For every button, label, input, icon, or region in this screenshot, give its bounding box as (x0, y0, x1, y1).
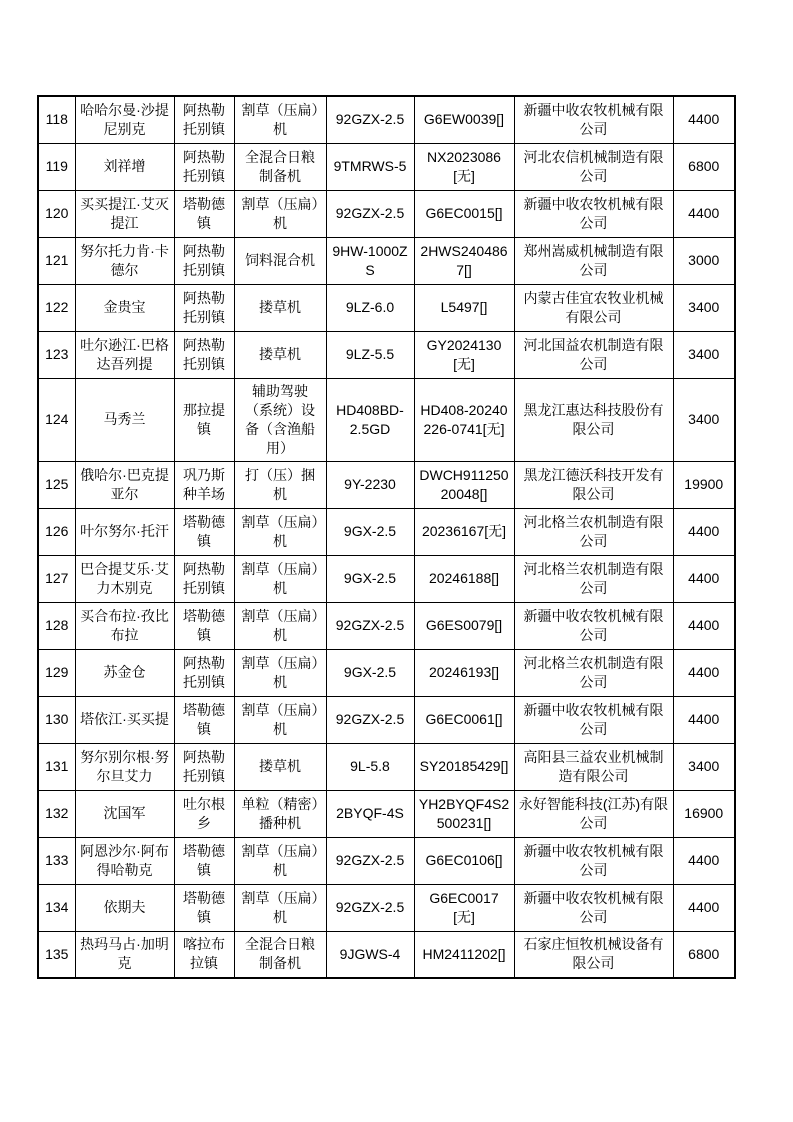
cell-machine-type: 搂草机 (234, 743, 326, 790)
cell-serial: 20246193[] (414, 649, 514, 696)
table-row (38, 237, 735, 284)
cell-name: 叶尔努尔·托汗 (75, 508, 174, 555)
cell-seq: 125 (38, 461, 75, 508)
cell-amount: 4400 (673, 190, 735, 237)
cell-amount: 4400 (673, 508, 735, 555)
cell-serial: YH2BYQF4S2500231[] (414, 790, 514, 837)
cell-town: 塔勒德镇 (174, 508, 234, 555)
table-row (38, 696, 735, 743)
cell-town: 塔勒德镇 (174, 696, 234, 743)
cell-model: 9Y-2230 (326, 461, 414, 508)
cell-serial: 2HWS2404867[] (414, 237, 514, 284)
cell-name: 金贵宝 (75, 284, 174, 331)
cell-model: 9HW-1000ZS (326, 237, 414, 284)
cell-manufacturer: 黑龙江德沃科技开发有限公司 (514, 461, 673, 508)
cell-serial: GY2024130[无] (414, 331, 514, 378)
cell-model: 9GX-2.5 (326, 508, 414, 555)
cell-name: 刘祥增 (75, 143, 174, 190)
table-row (38, 378, 735, 461)
cell-model: 92GZX-2.5 (326, 837, 414, 884)
cell-name: 依期夫 (75, 884, 174, 931)
cell-machine-type: 割草（压扁）机 (234, 508, 326, 555)
cell-amount: 4400 (673, 602, 735, 649)
cell-serial: NX2023086[无] (414, 143, 514, 190)
cell-serial: HD408-20240226-0741[无] (414, 378, 514, 461)
cell-town: 阿热勒托别镇 (174, 237, 234, 284)
cell-machine-type: 搂草机 (234, 284, 326, 331)
cell-serial: SY20185429[] (414, 743, 514, 790)
cell-model: HD408BD-2.5GD (326, 378, 414, 461)
cell-model: 92GZX-2.5 (326, 602, 414, 649)
cell-machine-type: 打（压）捆机 (234, 461, 326, 508)
cell-serial: G6EC0061[] (414, 696, 514, 743)
cell-machine-type: 饲料混合机 (234, 237, 326, 284)
cell-town: 那拉提镇 (174, 378, 234, 461)
cell-machine-type: 辅助驾驶（系统）设备（含渔船用） (234, 378, 326, 461)
cell-machine-type: 割草（压扁）机 (234, 602, 326, 649)
cell-name: 俄哈尔·巴克提亚尔 (75, 461, 174, 508)
cell-amount: 3400 (673, 378, 735, 461)
cell-town: 塔勒德镇 (174, 602, 234, 649)
cell-town: 喀拉布拉镇 (174, 931, 234, 978)
cell-manufacturer: 内蒙古佳宜农牧业机械有限公司 (514, 284, 673, 331)
cell-seq: 132 (38, 790, 75, 837)
cell-name: 苏金仓 (75, 649, 174, 696)
cell-serial: G6EC0106[] (414, 837, 514, 884)
table-row (38, 649, 735, 696)
cell-manufacturer: 河北格兰农机制造有限公司 (514, 555, 673, 602)
cell-manufacturer: 河北格兰农机制造有限公司 (514, 508, 673, 555)
cell-manufacturer: 新疆中收农牧机械有限公司 (514, 190, 673, 237)
cell-manufacturer: 河北国益农机制造有限公司 (514, 331, 673, 378)
table-row (38, 837, 735, 884)
cell-name: 热玛马占·加明克 (75, 931, 174, 978)
cell-model: 9GX-2.5 (326, 649, 414, 696)
cell-amount: 3400 (673, 331, 735, 378)
cell-machine-type: 割草（压扁）机 (234, 96, 326, 143)
cell-seq: 121 (38, 237, 75, 284)
cell-seq: 122 (38, 284, 75, 331)
cell-machine-type: 割草（压扁）机 (234, 555, 326, 602)
cell-machine-type: 割草（压扁）机 (234, 837, 326, 884)
cell-serial: DWCH91125020048[] (414, 461, 514, 508)
cell-model: 2BYQF-4S (326, 790, 414, 837)
cell-town: 阿热勒托别镇 (174, 284, 234, 331)
cell-amount: 4400 (673, 555, 735, 602)
cell-amount: 4400 (673, 884, 735, 931)
cell-model: 92GZX-2.5 (326, 696, 414, 743)
cell-amount: 6800 (673, 931, 735, 978)
cell-name: 马秀兰 (75, 378, 174, 461)
cell-name: 努尔托力肯·卡德尔 (75, 237, 174, 284)
cell-seq: 126 (38, 508, 75, 555)
cell-seq: 130 (38, 696, 75, 743)
cell-name: 沈国军 (75, 790, 174, 837)
cell-machine-type: 单粒（精密）播种机 (234, 790, 326, 837)
cell-name: 买合布拉·孜比布拉 (75, 602, 174, 649)
cell-name: 吐尔逊江·巴格达吾列提 (75, 331, 174, 378)
cell-town: 巩乃斯种羊场 (174, 461, 234, 508)
cell-machine-type: 割草（压扁）机 (234, 190, 326, 237)
table-row (38, 790, 735, 837)
cell-seq: 118 (38, 96, 75, 143)
cell-amount: 4400 (673, 96, 735, 143)
cell-seq: 133 (38, 837, 75, 884)
cell-town: 阿热勒托别镇 (174, 143, 234, 190)
cell-amount: 4400 (673, 837, 735, 884)
cell-seq: 127 (38, 555, 75, 602)
cell-amount: 6800 (673, 143, 735, 190)
cell-model: 9LZ-6.0 (326, 284, 414, 331)
cell-serial: G6ES0079[] (414, 602, 514, 649)
cell-town: 阿热勒托别镇 (174, 743, 234, 790)
cell-serial: 20246188[] (414, 555, 514, 602)
cell-seq: 135 (38, 931, 75, 978)
cell-town: 阿热勒托别镇 (174, 649, 234, 696)
cell-manufacturer: 石家庄恒牧机械设备有限公司 (514, 931, 673, 978)
cell-manufacturer: 新疆中收农牧机械有限公司 (514, 837, 673, 884)
cell-serial: G6EC0015[] (414, 190, 514, 237)
cell-model: 92GZX-2.5 (326, 190, 414, 237)
table-row (38, 602, 735, 649)
cell-amount: 3000 (673, 237, 735, 284)
table-row (38, 555, 735, 602)
cell-model: 9GX-2.5 (326, 555, 414, 602)
cell-manufacturer: 河北格兰农机制造有限公司 (514, 649, 673, 696)
cell-machine-type: 搂草机 (234, 331, 326, 378)
cell-model: 92GZX-2.5 (326, 96, 414, 143)
cell-serial: L5497[] (414, 284, 514, 331)
cell-manufacturer: 黑龙江惠达科技股份有限公司 (514, 378, 673, 461)
cell-serial: HM2411202[] (414, 931, 514, 978)
cell-manufacturer: 永好智能科技(江苏)有限公司 (514, 790, 673, 837)
cell-manufacturer: 高阳县三益农业机械制造有限公司 (514, 743, 673, 790)
cell-model: 92GZX-2.5 (326, 884, 414, 931)
cell-seq: 134 (38, 884, 75, 931)
cell-manufacturer: 郑州嵩威机械制造有限公司 (514, 237, 673, 284)
cell-name: 买买提江·艾灭提江 (75, 190, 174, 237)
cell-amount: 4400 (673, 649, 735, 696)
table-row (38, 743, 735, 790)
cell-name: 努尔别尔根·努尔旦艾力 (75, 743, 174, 790)
cell-manufacturer: 河北农信机械制造有限公司 (514, 143, 673, 190)
cell-seq: 120 (38, 190, 75, 237)
table-row (38, 461, 735, 508)
cell-amount: 19900 (673, 461, 735, 508)
cell-amount: 3400 (673, 284, 735, 331)
cell-seq: 131 (38, 743, 75, 790)
cell-machine-type: 割草（压扁）机 (234, 884, 326, 931)
table-row (38, 931, 735, 978)
cell-serial: G6EW0039[] (414, 96, 514, 143)
table-row (38, 143, 735, 190)
cell-town: 阿热勒托别镇 (174, 555, 234, 602)
cell-machine-type: 全混合日粮制备机 (234, 143, 326, 190)
cell-serial: 20236167[无] (414, 508, 514, 555)
cell-seq: 124 (38, 378, 75, 461)
cell-model: 9LZ-5.5 (326, 331, 414, 378)
cell-town: 阿热勒托别镇 (174, 331, 234, 378)
cell-town: 塔勒德镇 (174, 884, 234, 931)
cell-serial: G6EC0017[无] (414, 884, 514, 931)
cell-model: 9JGWS-4 (326, 931, 414, 978)
table-row (38, 884, 735, 931)
cell-amount: 3400 (673, 743, 735, 790)
cell-amount: 4400 (673, 696, 735, 743)
table-row (38, 331, 735, 378)
cell-manufacturer: 新疆中收农牧机械有限公司 (514, 696, 673, 743)
cell-manufacturer: 新疆中收农牧机械有限公司 (514, 96, 673, 143)
cell-machine-type: 割草（压扁）机 (234, 649, 326, 696)
cell-town: 阿热勒托别镇 (174, 96, 234, 143)
cell-name: 阿恩沙尔·阿布得哈勒克 (75, 837, 174, 884)
cell-seq: 119 (38, 143, 75, 190)
cell-name: 塔依江·买买提 (75, 696, 174, 743)
table-row (38, 284, 735, 331)
table-row (38, 508, 735, 555)
cell-model: 9L-5.8 (326, 743, 414, 790)
subsidy-table (37, 95, 736, 979)
cell-seq: 128 (38, 602, 75, 649)
cell-name: 巴合提艾乐·艾力木别克 (75, 555, 174, 602)
table-body (38, 96, 735, 978)
table-row (38, 96, 735, 143)
cell-machine-type: 割草（压扁）机 (234, 696, 326, 743)
cell-town: 吐尔根乡 (174, 790, 234, 837)
cell-manufacturer: 新疆中收农牧机械有限公司 (514, 602, 673, 649)
table-row (38, 190, 735, 237)
cell-seq: 123 (38, 331, 75, 378)
cell-machine-type: 全混合日粮制备机 (234, 931, 326, 978)
cell-name: 哈哈尔曼·沙提尼别克 (75, 96, 174, 143)
cell-seq: 129 (38, 649, 75, 696)
cell-manufacturer: 新疆中收农牧机械有限公司 (514, 884, 673, 931)
cell-model: 9TMRWS-5 (326, 143, 414, 190)
cell-town: 塔勒德镇 (174, 837, 234, 884)
cell-amount: 16900 (673, 790, 735, 837)
cell-town: 塔勒德镇 (174, 190, 234, 237)
